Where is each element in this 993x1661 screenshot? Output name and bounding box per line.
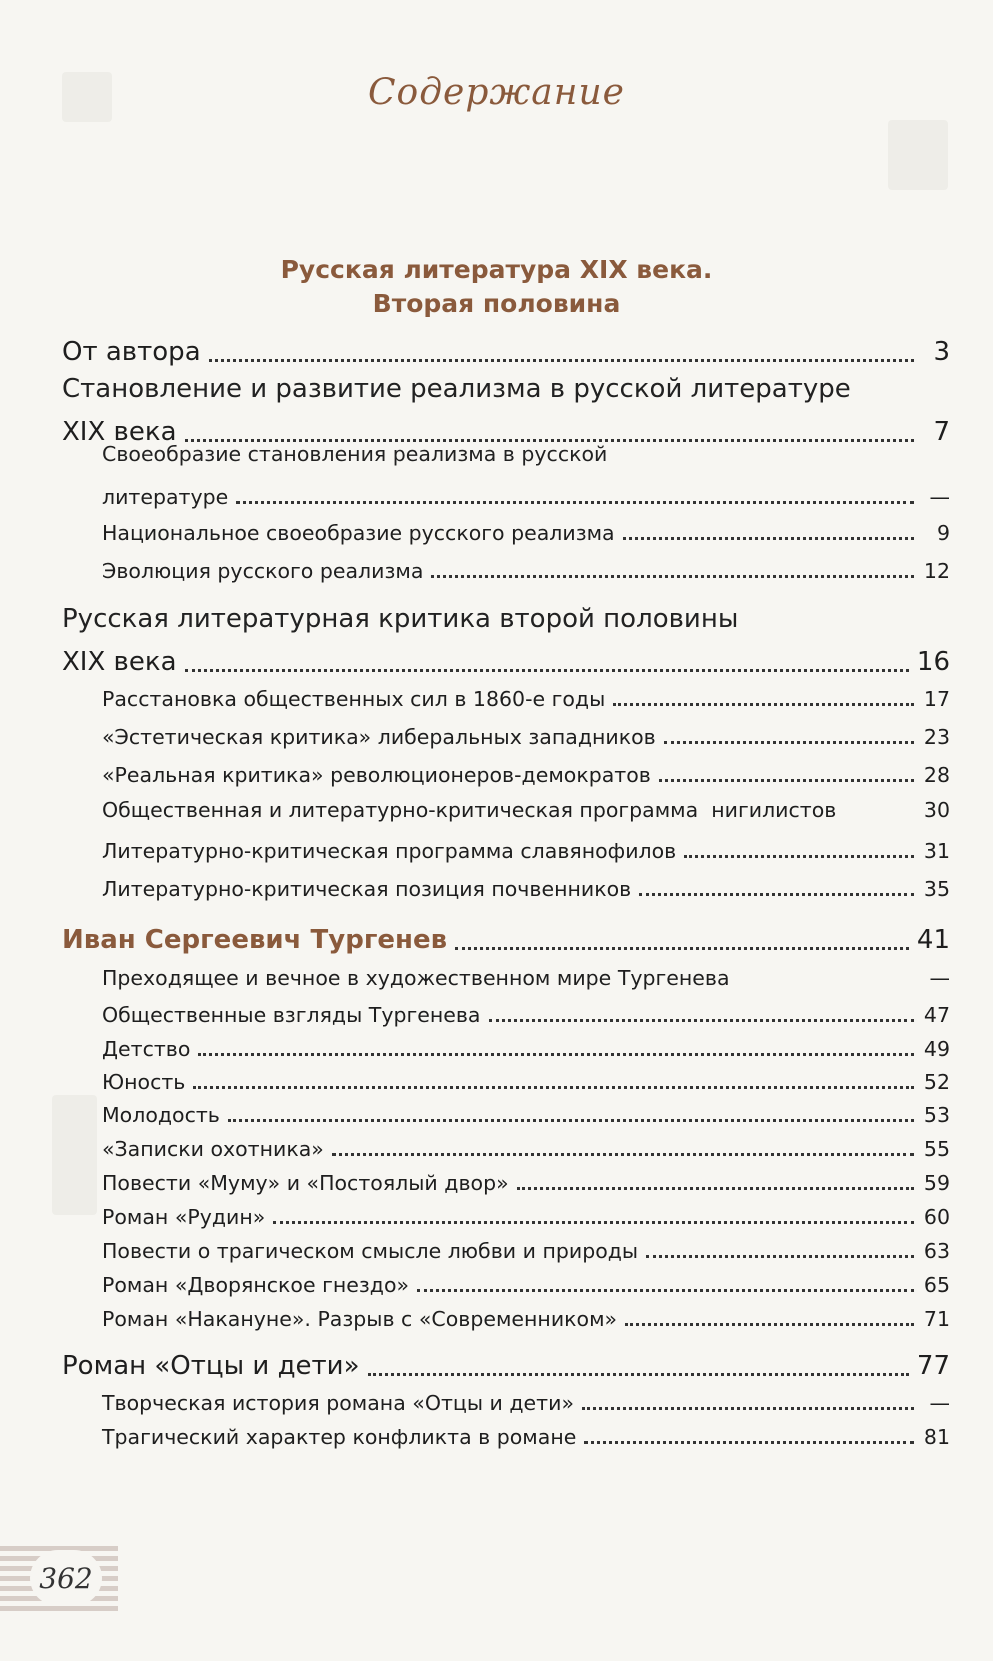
toc-subentry[interactable]: [62, 832, 950, 863]
toc-subentry[interactable]: [62, 756, 950, 787]
toc-entry-label: Роман «Накануне». Разрыв с «Современником»: [102, 1306, 618, 1331]
toc-entry-label: Преходящее и вечное в художественном мире Тургенева: [102, 965, 730, 990]
toc-entry-page: 52: [923, 1069, 950, 1094]
toc-entry-label: Эволюция русского реализма: [102, 558, 424, 583]
toc-entry-page: 9: [936, 520, 950, 545]
dot-leader: [455, 918, 909, 950]
toc-entry-label: XIX века: [62, 416, 177, 447]
toc-entry-realism-line1[interactable]: Становление и развитие реализма в русской литературе: [62, 374, 851, 404]
toc-entry-label: Роман «Рудин»: [102, 1204, 266, 1229]
toc-entry-page: 49: [923, 1036, 950, 1061]
toc-subentry[interactable]: [62, 870, 950, 901]
toc-entry-page: 71: [923, 1306, 950, 1331]
toc-entry-page: 12: [923, 558, 950, 583]
toc-subentry[interactable]: [62, 1198, 950, 1229]
toc-subentry[interactable]: [62, 1030, 950, 1061]
toc-entry-page: 53: [923, 1102, 950, 1127]
toc-entry-label: Детство: [102, 1036, 191, 1061]
toc-entry-label: XIX века: [62, 646, 177, 677]
dot-leader: [209, 330, 914, 362]
dot-leader: [236, 478, 914, 504]
toc-entry-page: —: [929, 965, 950, 990]
toc-entry-page: 31: [923, 838, 950, 863]
toc-entry-page: 17: [923, 686, 950, 711]
dot-leader: [517, 1164, 914, 1190]
toc-entry-page: 7: [933, 416, 950, 447]
toc-entry-page: —: [929, 1390, 950, 1415]
toc-entry-label: Юность: [102, 1069, 186, 1094]
dot-leader: [198, 1030, 914, 1056]
toc-entry-page: 35: [923, 876, 950, 901]
toc-entry-label: «Реальная критика» революционеров-демократов: [102, 762, 651, 787]
toc-entry-page: 3: [933, 336, 950, 367]
dot-leader: [625, 1300, 914, 1326]
toc-subentry[interactable]: [62, 552, 950, 583]
toc-subentry[interactable]: [62, 1063, 950, 1094]
toc-entry-page: 30: [923, 797, 950, 822]
toc-entry-label: Молодость: [102, 1102, 220, 1127]
dot-leader: [332, 1130, 914, 1156]
dot-leader: [659, 756, 914, 782]
toc-entry-page: 65: [923, 1272, 950, 1297]
toc-subentry[interactable]: [62, 514, 950, 545]
dot-leader: [584, 1418, 914, 1444]
toc-entry-page: 23: [923, 724, 950, 749]
dot-leader: [431, 552, 914, 578]
toc-entry-criticism[interactable]: [62, 640, 950, 677]
toc-entry-page: —: [929, 484, 950, 509]
dot-leader: [489, 996, 915, 1022]
page-number: 362: [30, 1550, 102, 1606]
dot-leader: [368, 1344, 909, 1376]
toc-entry-page: 55: [923, 1136, 950, 1161]
toc-entry-page: 28: [923, 762, 950, 787]
dot-leader: [684, 832, 914, 858]
toc-entry-label: «Эстетическая критика» либеральных западников: [102, 724, 656, 749]
toc-entry-label: Расстановка общественных сил в 1860-е годы: [102, 686, 606, 711]
toc-subentry[interactable]: [62, 1266, 950, 1297]
dot-leader: [417, 1266, 914, 1292]
toc-subentry[interactable]: [62, 1164, 950, 1195]
toc-entry-label: Повести о трагическом смысле любви и природы: [102, 1238, 639, 1263]
toc-entry-label: Роман «Дворянское гнездо»: [102, 1272, 410, 1297]
toc-entry-page: 81: [923, 1424, 950, 1449]
dot-leader: [193, 1063, 914, 1089]
toc-subentry[interactable]: [62, 478, 950, 509]
toc-entry-label: Трагический характер конфликта в романе: [102, 1424, 577, 1449]
part-title-line1: Русская литература XIX века.: [280, 255, 713, 284]
toc-entry-page: 16: [916, 646, 950, 677]
toc-entry-label: Повести «Муму» и «Постоялый двор»: [102, 1170, 509, 1195]
toc-subentry-line1[interactable]: Своеобразие становления реализма в русской: [102, 442, 608, 466]
page-title: Содержание: [368, 72, 625, 113]
toc-entry-fathers-and-sons[interactable]: [62, 1344, 950, 1381]
toc-entry-page: 63: [923, 1238, 950, 1263]
toc-entry-label: Литературно-критическая программа славянофилов: [102, 838, 677, 863]
toc-entry-label: Общественные взгляды Тургенева: [102, 1002, 481, 1027]
tab-stripe: [0, 1606, 118, 1611]
toc-entry-label: От автора: [62, 336, 201, 367]
toc-entry-label: «Записки охотника»: [102, 1136, 324, 1161]
toc-entry-criticism-line1[interactable]: Русская литературная критика второй половины: [62, 604, 739, 634]
toc-entry-page: 60: [923, 1204, 950, 1229]
toc-subentry[interactable]: [62, 1384, 950, 1415]
toc-entry-label: Литературно-критическая позиция почвенников: [102, 876, 632, 901]
toc-subentry[interactable]: [62, 1096, 950, 1127]
toc-entry-page: 47: [923, 1002, 950, 1027]
toc-entry-label: Иван Сергеевич Тургенев: [62, 924, 448, 955]
toc-entry-turgenev[interactable]: [62, 918, 950, 955]
toc-entry-label: Творческая история романа «Отцы и дети»: [102, 1390, 574, 1415]
dot-leader: [228, 1096, 914, 1122]
toc-subentry[interactable]: [62, 1232, 950, 1263]
dot-leader: [582, 1384, 914, 1410]
dot-leader: [738, 962, 914, 985]
dot-leader: [639, 870, 914, 896]
toc-subentry[interactable]: [62, 1300, 950, 1331]
toc-subentry[interactable]: [62, 718, 950, 749]
dot-leader: [623, 514, 914, 540]
toc-subentry[interactable]: [62, 1130, 950, 1161]
part-title-line2: Вторая половина: [372, 289, 621, 318]
toc-subentry[interactable]: [62, 1418, 950, 1449]
toc-entry-label: литературе: [102, 484, 229, 509]
show-through-blot: [888, 120, 948, 190]
toc-subentry[interactable]: [62, 962, 950, 990]
dot-leader: [844, 794, 914, 817]
toc-entry-from-author[interactable]: [62, 330, 950, 367]
dot-leader: [664, 718, 914, 744]
toc-entry-label: Общественная и литературно-критическая программа нигилистов: [102, 797, 837, 822]
dot-leader: [185, 640, 909, 672]
dot-leader: [273, 1198, 914, 1224]
toc-subentry[interactable]: [62, 794, 950, 822]
dot-leader: [646, 1232, 914, 1258]
toc-entry-label: Роман «Отцы и дети»: [62, 1350, 360, 1381]
toc-entry-page: 77: [916, 1350, 950, 1381]
dot-leader: [613, 680, 914, 706]
toc-entry-label: Национальное своеобразие русского реализма: [102, 520, 615, 545]
dot-leader: [185, 410, 914, 442]
toc-entry-page: 59: [923, 1170, 950, 1195]
part-title: [0, 253, 993, 321]
toc-subentry[interactable]: [62, 996, 950, 1027]
toc-subentry[interactable]: [62, 680, 950, 711]
toc-entry-page: 41: [916, 924, 950, 955]
